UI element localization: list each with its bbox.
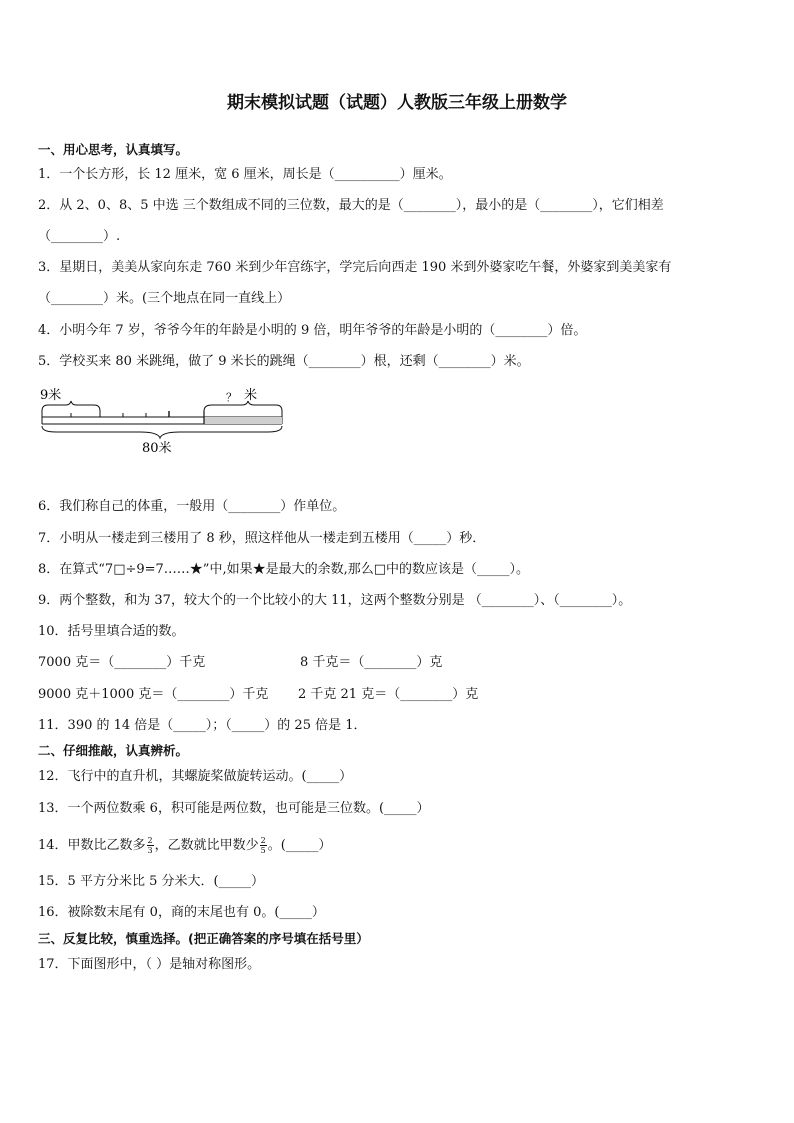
diagram-label-9m: 9米 <box>40 388 62 403</box>
question-7: 7．小明从一楼走到三楼用了 8 秒，照这样他从一楼走到五楼用（_____）秒． <box>38 531 486 546</box>
question-13: 13．一个两位数乘 6，积可能是两位数，也可能是三位数。(_____） <box>38 801 430 816</box>
bottom-brace <box>42 426 282 438</box>
question-15: 15．5 平方分米比 5 分米大．(_____） <box>38 874 265 889</box>
top-brace-right <box>204 401 282 411</box>
question-9: 9．两个整数，和为 37，较大个的一个比较小的大 11，这两个整数分别是 （________）、（________）。 <box>38 593 632 608</box>
question-3-line-2: （________）米。(三个地点在同一直线上） <box>38 291 291 306</box>
question-5: 5．学校买来 80 米跳绳，做了 9 米长的跳绳（________）根，还剩（________）米。 <box>38 354 530 369</box>
question-6: 6．我们称自己的体重，一般用（________）作单位。 <box>38 499 346 514</box>
question-14-middle: ，乙数就比甲数少 <box>154 838 259 853</box>
fraction-two-fifths: $\frac{2}{5}$ <box>260 836 266 855</box>
question-2-line-1: 2．从 2、0、8、5 中选 三个数组成不同的三位数，最大的是（________），最小的是（________），它们相差 <box>38 198 664 213</box>
diagram-label-question: ？ <box>226 391 237 404</box>
question-10-row-1b: 8 千克＝（________）克 <box>300 655 443 670</box>
question-17: 17．下面图形中，（ ）是轴对称图形。 <box>38 957 261 972</box>
page-title: 期末模拟试题（试题）人教版三年级上册数学 <box>227 93 567 113</box>
question-12: 12．飞行中的直升机，其螺旋桨做旋转运动。(_____） <box>38 769 353 784</box>
question-4: 4．小明今年 7 岁，爷爷今年的年龄是小明的 9 倍，明年爷爷的年龄是小明的（________）倍。 <box>38 323 587 338</box>
question-16: 16．被除数末尾有 0，商的末尾也有 0。(_____） <box>38 905 325 920</box>
diagram-label-80m: 80米 <box>142 441 172 456</box>
question-2-line-2: （________）. <box>38 229 121 244</box>
section-1-heading: 一、用心思考，认真填写。 <box>38 142 189 157</box>
line-segment-diagram <box>36 384 296 458</box>
question-10-row-2b: 2 千克 21 克＝（________）克 <box>298 687 479 702</box>
fraction-two-thirds: $\frac{2}{3}$ <box>147 836 153 855</box>
question-10-row-2a: 9000 克＋1000 克＝（________）千克 <box>38 687 269 702</box>
remaining-shade <box>204 417 282 424</box>
question-14-suffix: 。(_____） <box>267 838 332 853</box>
section-3-heading: 三、反复比较，慎重选择。(把正确答案的序号填在括号里） <box>38 931 369 946</box>
diagram-label-mi: 米 <box>244 388 258 403</box>
section-2-heading: 二、仔细推敲，认真辨析。 <box>38 743 189 758</box>
question-3-line-1: 3．星期日，美美从家向东走 760 米到少年宫练字，学完后向西走 190 米到外婆家吃午餐，外婆家到美美家有 <box>38 260 672 275</box>
question-14 <box>38 836 331 855</box>
question-14-prefix: 14．甲数比乙数多 <box>38 838 146 853</box>
question-11: 11．390 的 14 倍是（_____）；（_____）的 25 倍是 1． <box>38 718 367 733</box>
question-1: 1．一个长方形，长 12 厘米，宽 6 厘米，周长是（__________）厘米。 <box>38 167 452 182</box>
question-10-row-1a: 7000 克＝（________）千克 <box>38 655 206 670</box>
question-8: 8．在算式“7□÷9=7……★”中,如果★是最大的余数,那么□中的数应该是（_____）。 <box>38 562 529 577</box>
question-10: 10．括号里填合适的数。 <box>38 624 185 639</box>
